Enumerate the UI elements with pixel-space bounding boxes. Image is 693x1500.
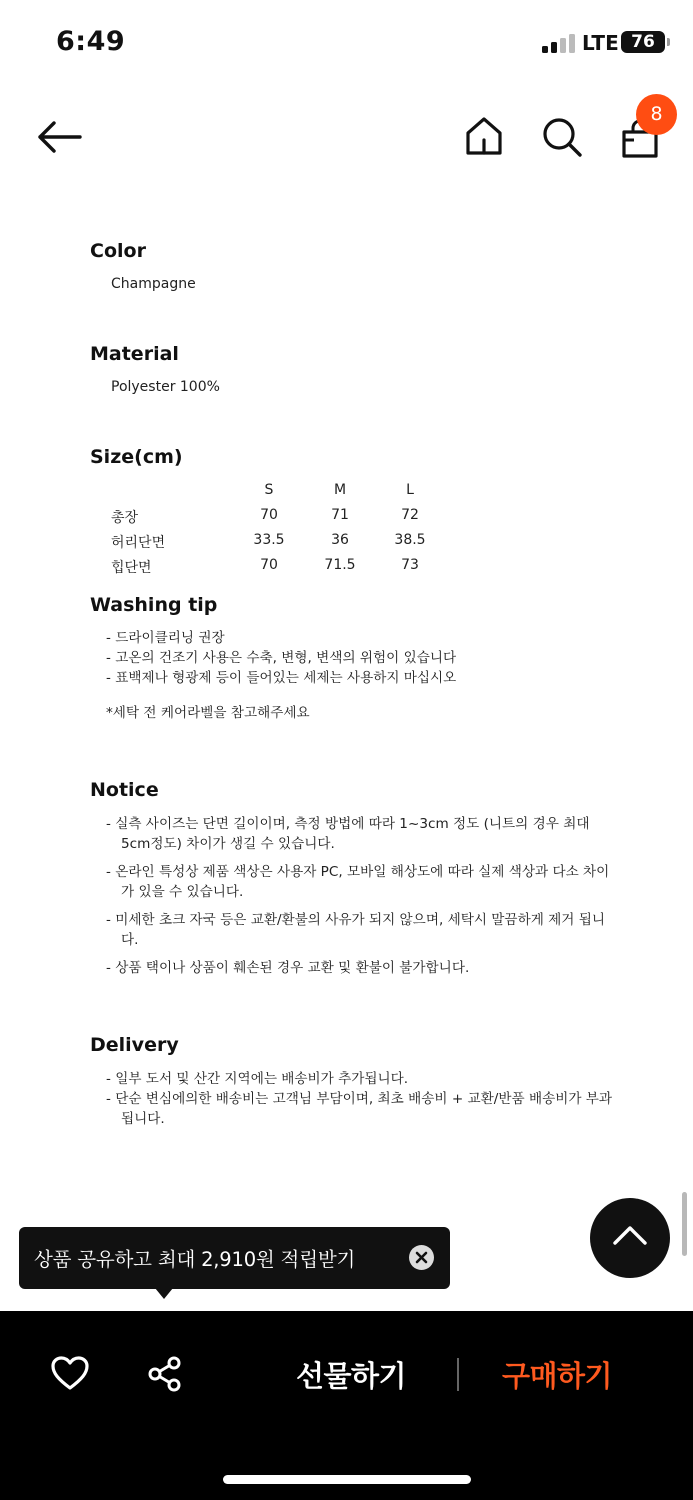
- color-value: Champagne: [111, 276, 196, 292]
- size-header-m: M: [333, 482, 347, 498]
- table-cell: 38.5: [394, 532, 426, 548]
- washing-title: Washing tip: [90, 594, 218, 616]
- battery-icon: 76: [621, 31, 665, 53]
- table-cell: 70: [260, 507, 278, 523]
- list-item: - 온라인 특성상 제품 색상은 사용자 PC, 모바일 해상도에 따라 실제 색상과 다소 차이가 있을 수 있습니다.: [106, 864, 610, 900]
- divider: [457, 1358, 459, 1391]
- list-item: - 드라이클리닝 권장: [106, 630, 225, 646]
- table-row: [111, 557, 471, 577]
- washing-note: *세탁 전 케어라벨을 참고해주세요: [106, 705, 310, 721]
- chevron-up-icon: [612, 1224, 648, 1246]
- status-time: 6:49: [56, 26, 126, 57]
- table-cell: 70: [260, 557, 278, 573]
- heart-icon[interactable]: [50, 1355, 90, 1391]
- table-cell: 72: [401, 507, 419, 523]
- back-arrow-icon[interactable]: [36, 120, 82, 154]
- list-item: - 상품 택이나 상품이 훼손된 경우 교환 및 환불이 불가합니다.: [106, 960, 470, 976]
- tooltip-arrow: [155, 1288, 173, 1299]
- home-indicator: [223, 1475, 471, 1484]
- row-label: 힙단면: [111, 560, 152, 576]
- cart-count-badge: 8: [636, 94, 677, 135]
- gift-button[interactable]: 선물하기: [296, 1359, 407, 1393]
- table-cell: 71: [331, 507, 349, 523]
- color-title: Color: [90, 240, 146, 262]
- close-icon: [415, 1251, 428, 1264]
- bottom-action-bar: [0, 1311, 693, 1500]
- size-title: Size(cm): [90, 446, 183, 468]
- row-label: 총장: [111, 510, 139, 526]
- delivery-title: Delivery: [90, 1034, 179, 1056]
- scrollbar[interactable]: [682, 1192, 687, 1256]
- search-icon[interactable]: [541, 116, 583, 158]
- list-item: - 실측 사이즈는 단면 길이이며, 측정 방법에 따라 1~3cm 정도 (니트의 경우 최대 5cm정도) 차이가 생길 수 있습니다.: [106, 816, 590, 852]
- status-bar: [0, 0, 693, 86]
- table-row: [111, 507, 471, 527]
- notice-title: Notice: [90, 779, 159, 801]
- material-value: Polyester 100%: [111, 379, 220, 395]
- material-title: Material: [90, 343, 179, 365]
- signal-icon: [542, 34, 576, 53]
- battery-tip: [667, 38, 670, 46]
- list-item: - 표백제나 형광제 등이 들어있는 세제는 사용하지 마십시오: [106, 670, 457, 686]
- tooltip-close-button[interactable]: [409, 1245, 434, 1270]
- tooltip-text: 상품 공유하고 최대 2,910원 적립받기: [34, 1248, 356, 1271]
- table-row: [111, 532, 471, 552]
- top-navigation: [0, 96, 693, 180]
- table-cell: 73: [401, 557, 419, 573]
- table-cell: 33.5: [253, 532, 285, 548]
- table-cell: 36: [331, 532, 349, 548]
- size-header-l: L: [406, 482, 414, 498]
- share-reward-tooltip: [19, 1227, 450, 1289]
- list-item: - 미세한 초크 자국 등은 교환/환불의 사유가 되지 않으며, 세탁시 말끔하게 제거 됩니다.: [106, 912, 605, 948]
- home-icon[interactable]: [465, 116, 503, 156]
- row-label: 허리단면: [111, 535, 166, 551]
- buy-button[interactable]: 구매하기: [502, 1359, 613, 1393]
- scroll-top-button[interactable]: [590, 1198, 670, 1278]
- size-header-s: S: [264, 482, 274, 498]
- table-cell: 71.5: [324, 557, 356, 573]
- list-item: - 단순 변심에의한 배송비는 고객님 부담이며, 최초 배송비 + 교환/반품 배송비가 부과됩니다.: [106, 1091, 613, 1127]
- list-item: - 일부 도서 및 산간 지역에는 배송비가 추가됩니다.: [106, 1071, 409, 1087]
- network-label: LTE: [582, 31, 619, 55]
- share-icon[interactable]: [146, 1355, 184, 1393]
- list-item: - 고온의 건조기 사용은 수축, 변형, 변색의 위험이 있습니다: [106, 650, 457, 666]
- size-table-header: [111, 482, 471, 502]
